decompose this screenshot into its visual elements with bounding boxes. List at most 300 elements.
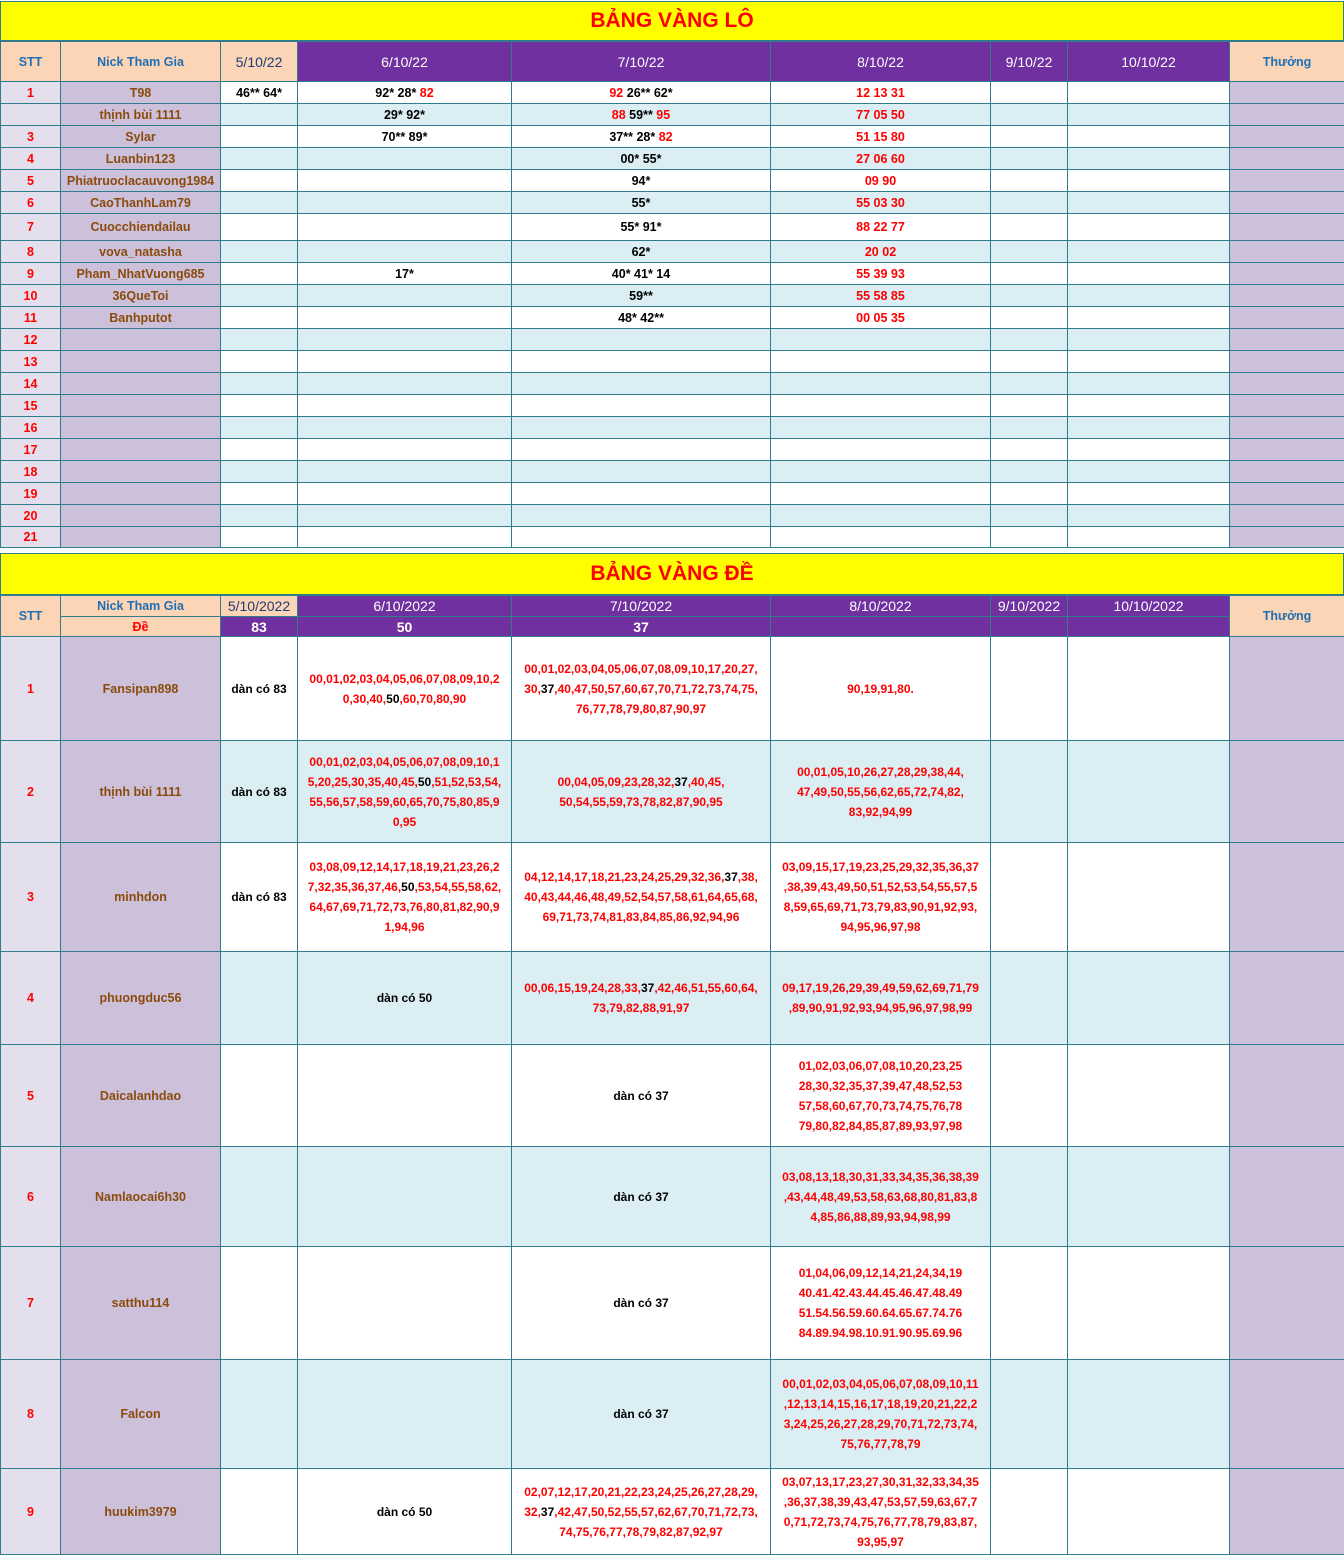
day-cell — [1068, 214, 1230, 241]
day-cell — [298, 461, 512, 483]
number-segment: ,42,46,51,55,60,64, 73,79,82,88,91,97 — [592, 981, 758, 1015]
day-cell — [1068, 373, 1230, 395]
day-cell — [298, 373, 512, 395]
day-cell — [298, 126, 512, 148]
day-cell — [771, 843, 991, 952]
number-segment: 29* 92* — [383, 107, 425, 122]
number-segment: dàn có 83 — [231, 890, 287, 904]
day-cell — [221, 1360, 298, 1469]
number-segment: 50 — [417, 774, 432, 789]
day-cell — [991, 505, 1068, 527]
number-segment: 55 58 85 — [856, 288, 905, 303]
day-cell — [1068, 395, 1230, 417]
day-cell — [512, 439, 771, 461]
number-segment: 03,09,15,17,19,23,25,29,32,35,36,37 ,38,39,43,49,50,51,52,53,54,55,57,5 8,59,65,69,71,73,79,83,90,91,92,93, 94,95,96,97,98 — [782, 860, 979, 934]
day-cell — [221, 192, 298, 214]
day-cell — [991, 148, 1068, 170]
day-cell — [512, 395, 771, 417]
table-row — [1, 192, 1344, 214]
nick-cell — [61, 417, 221, 439]
day-cell — [512, 148, 771, 170]
day-cell — [221, 527, 298, 548]
day-cell — [221, 373, 298, 395]
prize-cell — [1230, 439, 1344, 461]
day-cell — [1068, 104, 1230, 126]
stt-cell: 4 — [1, 952, 61, 1045]
day-cell — [1068, 285, 1230, 307]
table-row — [1, 505, 1344, 527]
day-cell — [991, 214, 1068, 241]
number-segment: ,53,54,55,58,62, 64,67,69,71,72,73,76,80,81,82,90,9 1,94,96 — [309, 880, 502, 934]
day-cell — [298, 1360, 512, 1469]
day-cell — [221, 329, 298, 351]
prize-cell — [1230, 192, 1344, 214]
number-segment: dàn có 50 — [376, 991, 433, 1005]
day-cell — [1068, 461, 1230, 483]
day-cell — [1068, 126, 1230, 148]
day-cell — [1068, 351, 1230, 373]
day-cell — [771, 263, 991, 285]
de-label: Đề — [61, 617, 221, 637]
day-cell — [771, 417, 991, 439]
day-cell — [221, 285, 298, 307]
day-cell — [1068, 439, 1230, 461]
day-cell — [298, 1045, 512, 1147]
nick-cell: satthu114 — [61, 1247, 221, 1360]
nick-cell — [61, 329, 221, 351]
nick-cell: Cuocchiendailau — [61, 214, 221, 241]
day-cell — [221, 637, 298, 741]
day-cell — [298, 263, 512, 285]
stt-cell: 3 — [1, 843, 61, 952]
table-row — [1, 104, 1344, 126]
nick-cell — [61, 483, 221, 505]
stt-cell: 3 — [1, 126, 61, 148]
day-cell — [991, 1147, 1068, 1247]
table-row — [1, 1360, 1344, 1469]
de-result — [771, 617, 991, 637]
day-cell — [221, 1469, 298, 1555]
stt-cell: 13 — [1, 351, 61, 373]
table-row — [1, 952, 1344, 1045]
day-cell — [298, 741, 512, 843]
day-cell — [298, 241, 512, 263]
table-row — [1, 439, 1344, 461]
day-cell — [298, 395, 512, 417]
table-row — [1, 82, 1344, 104]
nick-cell: T98 — [61, 82, 221, 104]
table-row — [1, 263, 1344, 285]
day-cell — [771, 1247, 991, 1360]
nick-cell: Falcon — [61, 1360, 221, 1469]
number-segment: 17* — [395, 266, 414, 281]
day-cell — [991, 307, 1068, 329]
day-cell — [221, 241, 298, 263]
nick-cell: thịnh bùi 1111 — [61, 741, 221, 843]
number-segment: 50 — [386, 691, 400, 706]
table-row — [1, 170, 1344, 192]
day-cell — [298, 1147, 512, 1247]
day-cell — [1068, 1147, 1230, 1247]
day-cell — [298, 329, 512, 351]
day-cell — [221, 126, 298, 148]
day-cell — [771, 241, 991, 263]
table-row — [1, 843, 1344, 952]
number-segment: 62* — [631, 244, 651, 259]
day-cell — [991, 843, 1068, 952]
nick-cell — [61, 461, 221, 483]
day-cell — [512, 741, 771, 843]
stt-cell: 7 — [1, 214, 61, 241]
lo-nick-header: Nick Tham Gia — [61, 42, 221, 82]
day-cell — [221, 395, 298, 417]
day-cell — [991, 395, 1068, 417]
number-segment: 00,04,05,09,23,28,32, — [557, 774, 675, 789]
day-cell — [991, 285, 1068, 307]
number-segment: 37 — [724, 870, 738, 884]
day-cell — [1068, 1469, 1230, 1555]
table-row — [1, 241, 1344, 263]
lo-date-header: 9/10/22 — [991, 42, 1068, 82]
day-cell — [771, 104, 991, 126]
nick-cell: Luanbin123 — [61, 148, 221, 170]
day-cell — [1068, 1247, 1230, 1360]
stt-cell: 7 — [1, 1247, 61, 1360]
day-cell — [298, 527, 512, 548]
day-cell — [1068, 241, 1230, 263]
number-segment: 20 02 — [864, 244, 897, 259]
day-cell — [298, 417, 512, 439]
number-segment: 51 15 80 — [856, 129, 905, 144]
day-cell — [991, 483, 1068, 505]
prize-cell — [1230, 329, 1344, 351]
table-row — [1, 148, 1344, 170]
prize-cell — [1230, 1360, 1344, 1469]
day-cell — [221, 505, 298, 527]
prize-cell — [1230, 483, 1344, 505]
nick-cell: phuongduc56 — [61, 952, 221, 1045]
lo-date-header: 10/10/22 — [1068, 42, 1230, 82]
day-cell — [771, 170, 991, 192]
day-cell — [1068, 637, 1230, 741]
number-segment: 00 05 35 — [856, 310, 905, 325]
day-cell — [991, 741, 1068, 843]
prize-cell — [1230, 82, 1344, 104]
nick-cell: minhdon — [61, 843, 221, 952]
prize-cell — [1230, 1247, 1344, 1360]
day-cell — [221, 351, 298, 373]
number-segment: 94* — [631, 173, 651, 188]
number-segment: 46** 64* — [236, 85, 282, 100]
nick-cell: Banhputot — [61, 307, 221, 329]
day-cell — [512, 351, 771, 373]
day-cell — [771, 351, 991, 373]
day-cell — [298, 952, 512, 1045]
number-segment: 82 — [658, 129, 673, 144]
lo-date-header: 6/10/22 — [298, 42, 512, 82]
day-cell — [298, 148, 512, 170]
day-cell — [991, 461, 1068, 483]
number-segment: ,60,70,80,90 — [399, 691, 467, 706]
stt-cell: 4 — [1, 148, 61, 170]
day-cell — [221, 1045, 298, 1147]
day-cell — [512, 843, 771, 952]
stt-cell: 15 — [1, 395, 61, 417]
number-segment: ,42,47,50,52,55,57,62,67,70,71,72,73, 74,75,76,77,78,79,82,87,92,97 — [554, 1504, 758, 1539]
day-cell — [1068, 170, 1230, 192]
number-segment: 01,04,06,09,12,14,21,24,34,19 40.41.42.43.44.45.46.47.48.49 51.54.56.59.60.64.65.67.74.76 84.89.94.98.10.91.90.95.69.96 — [798, 1266, 963, 1340]
lo-table — [0, 41, 1344, 548]
table-row — [1, 417, 1344, 439]
day-cell — [221, 214, 298, 241]
prize-cell — [1230, 126, 1344, 148]
day-cell — [771, 373, 991, 395]
day-cell — [512, 82, 771, 104]
day-cell — [512, 241, 771, 263]
day-cell — [221, 104, 298, 126]
nick-cell: Phiatruoclacauvong1984 — [61, 170, 221, 192]
prize-cell — [1230, 637, 1344, 741]
number-segment: 27 06 60 — [856, 151, 905, 166]
day-cell — [771, 461, 991, 483]
number-segment: 01,02,03,06,07,08,10,20,23,25 28,30,32,35,37,39,47,48,52,53 57,58,60,67,70,73,74,75,76,78 79,80,82,84,85,87,89,93,97,98 — [798, 1058, 963, 1133]
stt-cell: 1 — [1, 82, 61, 104]
prize-cell — [1230, 505, 1344, 527]
prize-cell — [1230, 170, 1344, 192]
day-cell — [1068, 505, 1230, 527]
number-segment: 03,07,13,17,23,27,30,31,32,33,34,35 ,36,37,38,39,43,47,53,57,59,63,67,7 0,71,72,73,74,75,76,77,78,79,83,87, 93,95,97 — [782, 1474, 979, 1549]
nick-cell: Fansipan898 — [61, 637, 221, 741]
prize-cell — [1230, 263, 1344, 285]
de-result-row — [1, 617, 1344, 637]
day-cell — [771, 285, 991, 307]
table-row — [1, 214, 1344, 241]
day-cell — [1068, 307, 1230, 329]
prize-cell — [1230, 952, 1344, 1045]
number-segment: 26** 62* — [623, 85, 673, 100]
day-cell — [991, 170, 1068, 192]
lo-title: BẢNG VÀNG LÔ — [0, 1, 1344, 41]
day-cell — [512, 263, 771, 285]
day-cell — [221, 148, 298, 170]
stt-cell: 8 — [1, 1360, 61, 1469]
day-cell — [991, 637, 1068, 741]
prize-cell — [1230, 741, 1344, 843]
day-cell — [991, 373, 1068, 395]
number-segment: 02,07,12,17,20,21,22,23,24,25,26,27,28,29, 32, — [524, 1484, 758, 1519]
number-segment: 88 22 77 — [856, 220, 905, 234]
number-segment: 59** — [629, 288, 653, 303]
number-segment: 90,19,91,80. — [847, 681, 914, 696]
table-row — [1, 1045, 1344, 1147]
day-cell — [298, 1469, 512, 1555]
number-segment: 00,01,02,03,04,05,06,07,08,09,10,2 0,30,40, — [309, 671, 500, 706]
nick-cell — [61, 505, 221, 527]
table-row — [1, 395, 1344, 417]
prize-cell — [1230, 1469, 1344, 1555]
day-cell — [991, 952, 1068, 1045]
day-cell — [221, 439, 298, 461]
lo-date-header: 5/10/22 — [221, 42, 298, 82]
nick-cell: 36QueToi — [61, 285, 221, 307]
table-row — [1, 741, 1344, 843]
stt-cell: 8 — [1, 241, 61, 263]
nick-cell: thịnh bùi 1111 — [61, 104, 221, 126]
stt-cell: 18 — [1, 461, 61, 483]
nick-cell: huukim3979 — [61, 1469, 221, 1555]
de-title: BẢNG VÀNG ĐỀ — [0, 553, 1344, 595]
day-cell — [1068, 483, 1230, 505]
day-cell — [1068, 82, 1230, 104]
nick-cell — [61, 351, 221, 373]
number-segment: 37 — [640, 981, 655, 995]
de-date-header: 6/10/2022 — [298, 596, 512, 617]
day-cell — [221, 461, 298, 483]
day-cell — [298, 170, 512, 192]
stt-cell: 5 — [1, 170, 61, 192]
table-row — [1, 285, 1344, 307]
number-segment: ,40,45, 50,54,55,59,73,78,82,87,90,95 — [559, 774, 725, 809]
stt-cell: 6 — [1, 1147, 61, 1247]
day-cell — [221, 263, 298, 285]
number-segment: 95 — [656, 107, 671, 122]
de-prize-header: Thưởng — [1230, 596, 1344, 637]
stt-cell: 14 — [1, 373, 61, 395]
day-cell — [512, 307, 771, 329]
day-cell — [771, 527, 991, 548]
day-cell — [1068, 952, 1230, 1045]
stt-cell: 17 — [1, 439, 61, 461]
stt-cell: 2 — [1, 741, 61, 843]
day-cell — [991, 1247, 1068, 1360]
day-cell — [991, 192, 1068, 214]
day-cell — [512, 527, 771, 548]
de-date-header: 9/10/2022 — [991, 596, 1068, 617]
stt-cell: 11 — [1, 307, 61, 329]
nick-cell: Daicalanhdao — [61, 1045, 221, 1147]
day-cell — [991, 1045, 1068, 1147]
day-cell — [991, 351, 1068, 373]
day-cell — [1068, 741, 1230, 843]
de-result: 37 — [512, 617, 771, 637]
day-cell — [991, 439, 1068, 461]
day-cell — [512, 329, 771, 351]
day-cell — [221, 483, 298, 505]
day-cell — [298, 483, 512, 505]
number-segment: 37** 28* — [609, 129, 659, 144]
day-cell — [512, 104, 771, 126]
day-cell — [221, 741, 298, 843]
day-cell — [771, 126, 991, 148]
nick-cell — [61, 527, 221, 548]
de-result — [991, 617, 1068, 637]
stt-cell: 6 — [1, 192, 61, 214]
nick-cell — [61, 373, 221, 395]
lo-prize-header: Thưởng — [1230, 42, 1344, 82]
day-cell — [298, 192, 512, 214]
number-segment: dàn có 37 — [613, 1088, 669, 1103]
number-segment: dàn có 83 — [231, 681, 287, 696]
stt-cell: 16 — [1, 417, 61, 439]
day-cell — [1068, 527, 1230, 548]
day-cell — [991, 1469, 1068, 1555]
nick-cell: Namlaocai6h30 — [61, 1147, 221, 1247]
day-cell — [771, 483, 991, 505]
prize-cell — [1230, 373, 1344, 395]
prize-cell — [1230, 351, 1344, 373]
day-cell — [771, 439, 991, 461]
table-row — [1, 373, 1344, 395]
number-segment: dàn có 37 — [613, 1189, 669, 1204]
number-segment: 88 — [611, 107, 626, 122]
number-segment: dàn có 50 — [376, 1504, 433, 1519]
day-cell — [512, 952, 771, 1045]
number-segment: ,51,52,53,54, 55,56,57,58,59,60,65,70,75,80,85,9 0,95 — [309, 774, 502, 829]
nick-cell: vova_natasha — [61, 241, 221, 263]
day-cell — [512, 461, 771, 483]
day-cell — [298, 351, 512, 373]
day-cell — [298, 285, 512, 307]
number-segment: 92 — [609, 85, 624, 100]
table-row — [1, 351, 1344, 373]
day-cell — [221, 82, 298, 104]
day-cell — [298, 104, 512, 126]
table-row — [1, 1247, 1344, 1360]
number-segment: 55 39 93 — [856, 266, 905, 281]
prize-cell — [1230, 843, 1344, 952]
prize-cell — [1230, 1045, 1344, 1147]
day-cell — [512, 417, 771, 439]
number-segment: 50 — [401, 880, 415, 894]
nick-cell — [61, 395, 221, 417]
number-segment: 00,01,02,03,04,05,06,07,08,09,10,17,20,27, 30, — [524, 661, 758, 696]
number-segment: 03,08,09,12,14,17,18,19,21,23,26,2 7,32,35,36,37,46, — [307, 860, 500, 894]
prize-cell — [1230, 417, 1344, 439]
number-segment: 00,01,05,10,26,27,28,29,38,44, 47,49,50,55,56,62,65,72,74,82, 83,92,94,99 — [797, 764, 964, 819]
day-cell — [298, 505, 512, 527]
day-cell — [771, 505, 991, 527]
number-segment: 82 — [419, 85, 434, 100]
de-date-header: 10/10/2022 — [1068, 596, 1230, 617]
day-cell — [1068, 843, 1230, 952]
day-cell — [298, 307, 512, 329]
day-cell — [512, 1469, 771, 1555]
day-cell — [512, 214, 771, 241]
day-cell — [221, 1147, 298, 1247]
number-segment: 00,01,02,03,04,05,06,07,08,09,10,1 5,20,25,30,35,40,45, — [307, 754, 500, 789]
number-segment: dàn có 37 — [613, 1296, 669, 1310]
table-row — [1, 329, 1344, 351]
lo-header-row — [1, 42, 1344, 82]
table-row — [1, 527, 1344, 548]
table-row — [1, 307, 1344, 329]
day-cell — [991, 527, 1068, 548]
day-cell — [771, 192, 991, 214]
prize-cell — [1230, 285, 1344, 307]
number-segment: 00* 55* — [620, 151, 662, 166]
number-segment: 37 — [540, 681, 555, 696]
day-cell — [991, 1360, 1068, 1469]
number-segment: 00,06,15,19,24,28,33, — [524, 981, 641, 995]
number-segment: ,38, 40,43,44,46,48,49,52,54,57,58,61,64,65,68, 69,71,73,74,81,83,84,85,86,92,94,96 — [524, 870, 758, 924]
number-segment: 77 05 50 — [856, 107, 905, 122]
day-cell — [512, 637, 771, 741]
stt-cell: 9 — [1, 1469, 61, 1555]
number-segment: 48* 42** — [618, 310, 664, 325]
day-cell — [771, 307, 991, 329]
number-segment: 37 — [674, 774, 688, 789]
lo-stt-header: STT — [1, 42, 61, 82]
